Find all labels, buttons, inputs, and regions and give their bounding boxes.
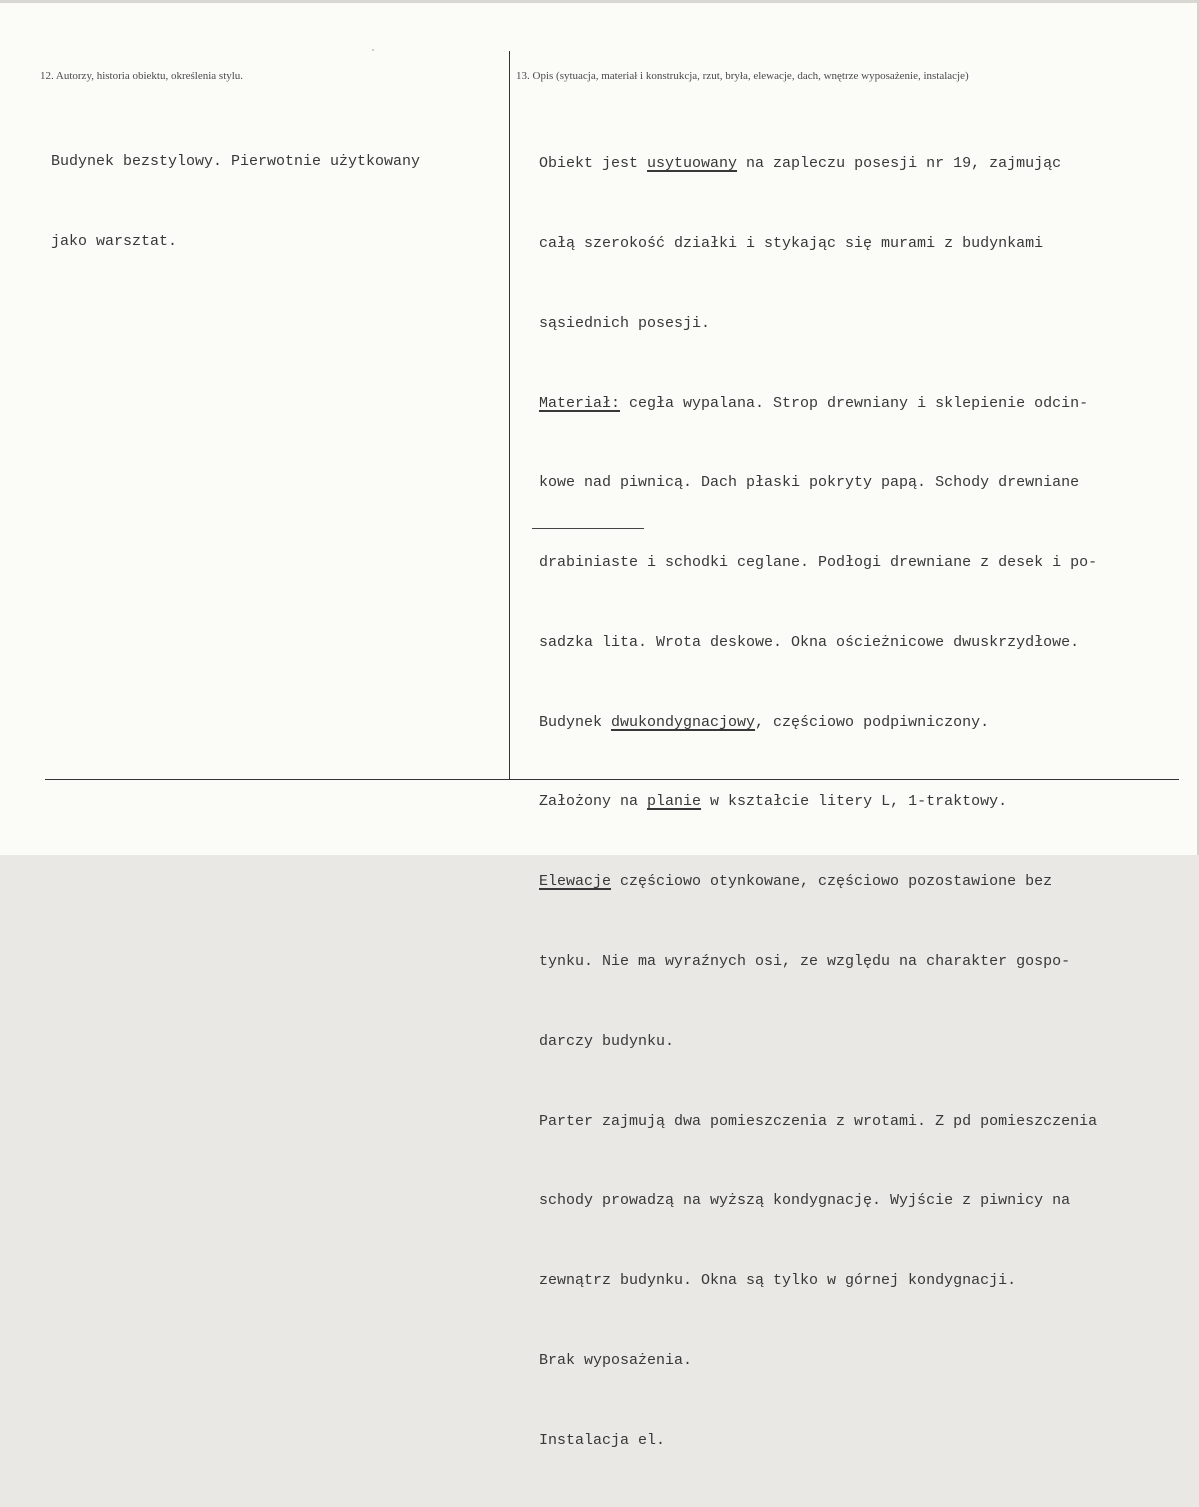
text-line xyxy=(539,391,1097,418)
text-line: Budynek bezstylowy. Pierwotnie użytkowany xyxy=(51,153,421,171)
text-line: sadzka lita. Wrota deskowe. Okna ościeżnicowe dwuskrzydłowe. xyxy=(539,633,1080,651)
text-line xyxy=(539,869,1097,896)
text-segment: częściowo otynkowane, częściowo pozostawione bez xyxy=(611,873,1053,891)
field-12-label: 12. Autorzy, historia obiektu, określenia stylu. xyxy=(40,70,244,82)
underlined-term: usytuowany xyxy=(647,155,738,173)
underlined-term: Materiał: xyxy=(539,394,621,412)
column-divider xyxy=(509,51,510,779)
field-13-text xyxy=(539,98,1097,1507)
text-line: sąsiednich posesji. xyxy=(539,314,711,332)
text-line: Brak wyposażenia. xyxy=(539,1351,693,1369)
text-line: zewnątrz budynku. Okna są tylko w górnej kondygnacji. xyxy=(539,1272,1017,1290)
text-line xyxy=(539,151,1097,178)
text-line: tynku. Nie ma wyraźnych osi, ze względu na charakter gospo- xyxy=(539,953,1071,970)
text-line: darczy budynku. xyxy=(539,1032,675,1050)
text-line xyxy=(539,710,1097,737)
text-line xyxy=(539,789,1097,816)
text-line: Instalacja el. xyxy=(539,1431,666,1449)
underlined-term: planie xyxy=(647,793,702,811)
underlined-term: dwukondygnacjowy xyxy=(611,713,756,731)
text-line: całą szerokość działki i stykając się murami z budynkami xyxy=(539,234,1044,252)
text-line: jako warsztat. xyxy=(51,232,178,250)
text-segment: Obiekt jest xyxy=(539,155,648,173)
text-line: Parter zajmują dwa pomieszczenia z wrotami. Z pd pomieszczenia xyxy=(539,1112,1098,1130)
text-segment: cegła wypalana. Strop drewniany i sklepienie odcin- xyxy=(620,394,1089,412)
text-segment: Założony na xyxy=(539,793,648,811)
paper-speck xyxy=(372,49,374,51)
text-segment: Budynek xyxy=(539,713,612,731)
text-segment: na zapleczu posesji nr 19, zajmując xyxy=(737,155,1062,173)
text-line: drabiniaste i schodki ceglane. Podłogi drewniane z desek i po- xyxy=(539,554,1098,572)
text-line: kowe nad piwnicą. Dach płaski pokryty papą. Schody drewniane xyxy=(539,474,1080,492)
underlined-term: Elewacje xyxy=(539,873,612,891)
closing-underline xyxy=(532,528,644,529)
text-segment: , częściowo podpiwniczony. xyxy=(755,713,990,731)
text-segment: w kształcie litery L, 1-traktowy. xyxy=(701,793,1008,811)
field-12-text xyxy=(51,96,420,309)
text-line: schody prowadzą na wyższą kondygnację. Wyjście z piwnicy na xyxy=(539,1192,1071,1210)
field-13-label: 13. Opis (sytuacja, materiał i konstrukcja, rzut, bryła, elewacje, dach, wnętrze wyposażenie, instalacje) xyxy=(516,70,969,82)
